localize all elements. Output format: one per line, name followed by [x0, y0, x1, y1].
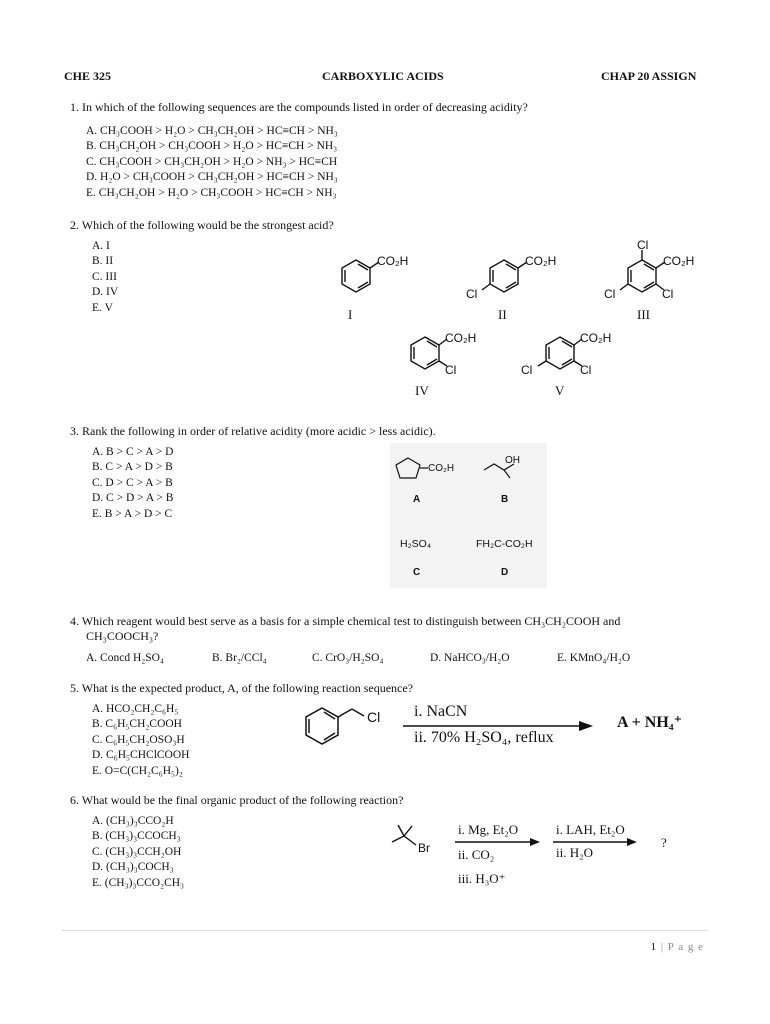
q5-option-e: E. O=C(CH₂C₆H₅)₂ — [92, 764, 183, 777]
cl-label-iii-right: Cl — [662, 287, 674, 301]
q5-reagent-1: i. NaCN — [414, 703, 468, 720]
q6-option-c: C. (CH₃)₃CCH₂OH — [92, 845, 182, 858]
q1-option-c: C. CH₃COOH > CH₃CH₂OH > H₂O > NH₃ > HC≡CH — [86, 155, 338, 168]
co2h-label-iii: CO₂H — [663, 254, 695, 268]
q6-step1-reagent-3: iii. H₃O⁺ — [458, 871, 506, 886]
footer-divider — [62, 930, 708, 931]
q1-option-e: E. CH₃CH₂OH > H₂O > CH₃COOH > HC≡CH > NH₃ — [86, 186, 337, 199]
page-number: 1 — [650, 941, 658, 953]
q6-option-b: B. (CH₃)₃CCOCH₃ — [92, 830, 181, 843]
q3-option-b: B. C > A > D > B — [92, 461, 173, 474]
co2h-label-ii: CO₂H — [525, 254, 557, 268]
q6-step2-reagent-2: ii. H₂O — [556, 845, 594, 860]
q2-option-e: E. V — [92, 301, 113, 314]
q3-option-d: D. C > D > A > B — [92, 492, 174, 505]
q1-option-a: A. CH₃COOH > H₂O > CH₃CH₂OH > HC≡CH > NH₃ — [86, 125, 338, 137]
q4-option-b: B. Br₂/CCl₄ — [212, 652, 267, 664]
q5-product: A + NH₄⁺ — [617, 714, 683, 731]
q5-option-b: B. C₆H₅CH₂COOH — [92, 718, 182, 731]
cl-label-ii: Cl — [466, 287, 478, 301]
structure-label-v: V — [555, 383, 565, 398]
q4-option-a: A. Concd H₂SO₄ — [86, 652, 164, 664]
q5-option-d: D. C₆H₅CHClCOOH — [92, 749, 190, 762]
q2-option-c: C. III — [92, 270, 117, 283]
cl-label-v-right: Cl — [580, 363, 592, 377]
q6-step1-reagent-2: ii. CO₂ — [458, 847, 495, 862]
q6-br-label: Br — [418, 841, 430, 855]
question-6: 6. What would be the final organic product of the following reaction? — [70, 793, 404, 807]
q3-label-a: A — [413, 494, 421, 505]
q3-option-c: C. D > C > A > B — [92, 476, 173, 489]
q3-d-formula: FH₂C-CO₂H — [476, 538, 533, 550]
page-title: CARBOXYLIC ACIDS — [322, 69, 444, 83]
assignment-name: CHAP 20 ASSIGN — [601, 69, 697, 83]
structure-label-iii: III — [637, 307, 650, 322]
co2h-label-v: CO₂H — [580, 331, 612, 345]
q2-option-d: D. IV — [92, 286, 119, 299]
question-4-line2: CH₃COOCH₃? — [86, 629, 159, 643]
q3-label-b: B — [501, 494, 509, 505]
q4-option-e: E. KMnO₄/H₂O — [557, 652, 631, 664]
q5-option-a: A. HCO₂CH₂C₆H₅ — [92, 703, 179, 715]
structure-label-ii: II — [498, 307, 507, 322]
q6-step1-reagent-1: i. Mg, Et₂O — [458, 822, 519, 837]
question-2: 2. Which of the following would be the strongest acid? — [70, 218, 334, 232]
question-3: 3. Rank the following in order of relative acidity (more acidic > less acidic). — [70, 424, 436, 438]
q6-option-d: D. (CH₃)₃COCH₃ — [92, 861, 174, 874]
q3-label-c: C — [413, 567, 421, 578]
structure-label-i: I — [348, 307, 353, 322]
q4-option-d: D. NaHCO₃/H₂O — [430, 652, 510, 664]
co2h-label-iv: CO₂H — [445, 331, 477, 345]
q3-option-e: E. B > A > D > C — [92, 507, 173, 520]
cl-label-iii-top: Cl — [637, 238, 649, 252]
question-1: 1. In which of the following sequences are the compounds listed in order of decreasing acidity? — [70, 100, 528, 114]
question-5: 5. What is the expected product, A, of the following reaction sequence? — [70, 681, 413, 695]
co2h-label-i: CO₂H — [377, 254, 409, 268]
q3-b-group: OH — [505, 455, 520, 466]
q1-option-d: D. H₂O > CH₃COOH > CH₃CH₂OH > HC≡CH > NH₃ — [86, 171, 338, 184]
cl-label-v-left: Cl — [521, 363, 533, 377]
course-code: CHE 325 — [64, 69, 112, 83]
q5-option-c: C. C₆H₅CH₂OSO₃H — [92, 733, 185, 746]
page-footer — [651, 941, 704, 953]
q3-a-group: CO₂H — [428, 463, 455, 474]
q6-product: ? — [661, 835, 667, 850]
page-word: | P a g e — [660, 941, 704, 953]
q3-option-a: A. B > C > A > D — [92, 446, 174, 458]
cl-label-iv: Cl — [445, 363, 457, 377]
q3-c-formula: H₂SO₄ — [400, 538, 432, 550]
q2-option-b: B. II — [92, 255, 114, 268]
question-4-line1: 4. Which reagent would best serve as a basis for a simple chemical test to distinguish between CH₃CH₂COOH and — [70, 614, 621, 628]
q3-label-d: D — [501, 567, 509, 578]
q6-option-a: A. (CH₃)₃CCO₂H — [92, 815, 174, 827]
q6-step2-reagent-1: i. LAH, Et₂O — [556, 822, 625, 837]
q1-option-b: B. CH₃CH₂OH > CH₃COOH > H₂O > HC≡CH > NH₃ — [86, 140, 338, 153]
q5-cl-label: Cl — [367, 709, 381, 725]
q2-option-a: A. I — [92, 240, 110, 252]
cl-label-iii-left: Cl — [604, 287, 616, 301]
q5-reagent-2: ii. 70% H₂SO₄, reflux — [414, 729, 554, 746]
q6-option-e: E. (CH₃)₃CCO₂CH₃ — [92, 876, 185, 889]
q4-option-c: C. CrO₃/H₂SO₄ — [312, 652, 384, 664]
structure-label-iv: IV — [415, 383, 429, 398]
